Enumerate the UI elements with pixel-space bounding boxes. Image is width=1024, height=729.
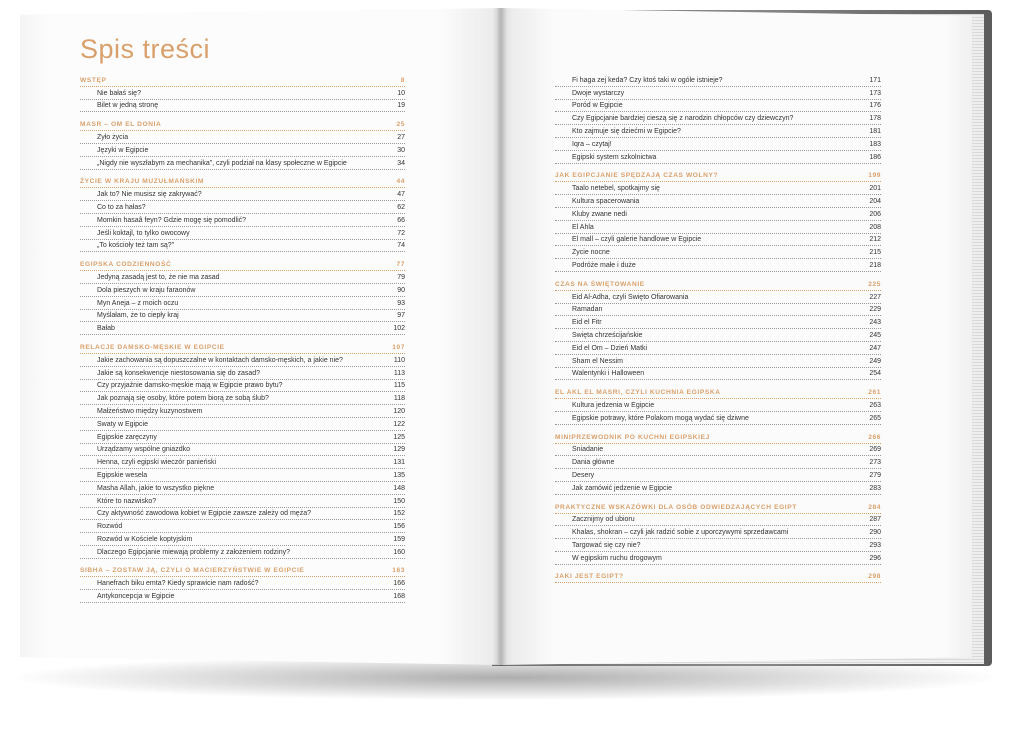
entry-title: Kluby zwane nedi [572,210,627,218]
chapter-title: MINIPRZEWODNIK PO KUCHNI EGIPSKIEJ [555,433,710,441]
entry-title: Khalas, shokran – czyli jak radzić sobie z uporczywymi sprzedawcami [572,529,789,537]
entry-page-number: 97 [397,312,405,320]
entry-page-number: 125 [393,433,405,441]
entry-title: Eid el Om – Dzień Matki [572,344,648,352]
toc-entry-row [555,342,881,355]
entry-title: Rozwód w Kościele koptyjskim [97,535,193,543]
toc-entry-row [555,514,881,527]
entry-title: Jak zamówić jedzenie w Egipcie [572,484,672,492]
entry-page-number: 186 [869,153,881,161]
toc-chapter-row [80,258,405,271]
entry-title: Śniadanie [572,446,604,454]
entry-page-number: 118 [393,395,405,403]
toc-section [555,278,881,380]
entry-page-number: 206 [869,210,881,218]
entry-page-number: 254 [869,370,881,378]
toc-section [80,565,405,603]
toc-entry-row [80,188,405,201]
entry-title: Egipskie potrawy, które Polakom mogą wydać się dziwne [572,414,749,422]
entry-title: Czy przyjaźnie damsko-męskie mają w Egipcie prawo bytu? [97,382,283,390]
toc-entry-row [80,405,405,418]
chapter-title: SIBHA – ZOSTAW JĄ, CZYLI O MACIERZYŃSTWIE W EGIPCIE [80,567,305,575]
toc-section [555,501,881,565]
chapter-page-number: 8 [400,76,405,84]
entry-title: Bałab [97,325,115,333]
entry-title: Dania główne [572,459,615,467]
entry-title: Taalo netebel, spotkajmy się [572,185,660,193]
entry-title: Myślałam, że to ciepły kraj [97,312,179,320]
chapter-title: JAKI JEST EGIPT? [555,573,624,581]
toc-left-column [80,74,405,609]
toc-entry-row [555,355,881,368]
toc-chapter-row [80,565,405,578]
entry-page-number: 227 [869,293,881,301]
entry-title: Henna, czyli egipski wieczór panieński [97,459,217,467]
entry-title: Masha Allah, jakie to wszystko piękne [97,484,215,492]
page-title: Spis treści [80,34,211,64]
chapter-title: JAK EGIPCJANIE SPĘDZAJĄ CZAS WOLNY? [555,172,719,180]
toc-section [555,74,881,164]
toc-entry-row [80,431,405,444]
entry-title: Kultura spacerowania [572,197,640,205]
chapter-page-number: 25 [396,121,405,129]
book-spine [493,8,507,666]
entry-page-number: 243 [869,319,881,327]
toc-entry-row [80,297,405,310]
entry-title: Jak poznają się osoby, które potem biorą ze sobą ślub? [97,395,269,403]
entry-title: El mall – czyli galerie handlowe w Egipcie [572,236,702,244]
chapter-title: WSTĘP [80,76,107,84]
entry-page-number: 93 [397,299,405,307]
entry-page-number: 173 [869,89,881,97]
toc-entry-row [80,284,405,297]
toc-entry-row [555,368,881,381]
toc-entry-row [80,131,405,144]
entry-title: Eid Al-Adha, czyli Święto Ofiarowania [572,293,689,301]
toc-entry-row [555,138,881,151]
toc-entry-row [80,456,405,469]
toc-entry-row [555,221,881,234]
toc-entry-row [555,195,881,208]
toc-entry-row [555,444,881,457]
entry-page-number: 131 [393,459,405,467]
entry-title: Zacznijmy od ubioru [572,516,635,524]
entry-title: Desery [572,471,595,479]
entry-page-number: 176 [869,102,881,110]
entry-title: „Nigdy nie wyszłabym za mechanika”, czyli podział na klasy społeczne w Egipcie [97,159,347,167]
chapter-title: EGIPSKA CODZIENNOŚĆ [80,261,172,269]
entry-page-number: 30 [397,146,405,154]
chapter-title: MASR – OM EL DONIA [80,121,162,129]
entry-title: Ramadan [572,306,603,314]
entry-title: Egipskie wesela [97,471,148,479]
toc-entry-row [555,482,881,495]
entry-title: Kto zajmuje się dziećmi w Egipcie? [572,127,681,135]
toc-entry-row [80,577,405,590]
entry-page-number: 283 [869,484,881,492]
toc-section [555,431,881,495]
chapter-page-number: 199 [868,172,881,180]
toc-entry-row [80,469,405,482]
toc-entry-row [80,495,405,508]
entry-page-number: 201 [869,185,881,193]
entry-page-number: 156 [393,523,405,531]
toc-entry-row [80,310,405,323]
entry-title: Co to za hałas? [97,203,146,211]
entry-page-number: 215 [869,249,881,257]
toc-entry-row [555,234,881,247]
toc-section [555,571,881,584]
entry-page-number: 183 [869,140,881,148]
toc-section [80,74,405,112]
chapter-page-number: 261 [868,389,881,397]
toc-entry-row [555,208,881,221]
entry-title: Targować się czy nie? [572,541,641,549]
toc-entry-row [80,444,405,457]
entry-page-number: 229 [869,306,881,314]
chapter-title: ŻYCIE W KRAJU MUZUŁMAŃSKIM [80,178,205,186]
entry-title: Jakie są konsekwencje niestosowania się do zasad? [97,369,261,377]
toc-section [80,341,405,559]
entry-page-number: 47 [397,191,405,199]
entry-page-number: 269 [869,446,881,454]
chapter-page-number: 298 [868,573,881,581]
entry-title: Hanefrach biku emta? Kiedy sprawicie nam radość? [97,580,259,588]
entry-title: Czy Egipcjanie bardziej cieszą się z narodzin chłopców czy dziewczyn? [572,115,794,123]
toc-entry-row [555,112,881,125]
entry-title: Iqra – czytaj! [572,140,612,148]
toc-entry-row [80,240,405,253]
entry-title: Rozwód [97,523,123,531]
entry-title: Żyło życia [97,133,129,141]
entry-page-number: 247 [869,344,881,352]
entry-title: El Ahla [572,223,594,231]
chapter-page-number: 44 [396,178,405,186]
toc-entry-row [555,456,881,469]
entry-page-number: 79 [397,273,405,281]
toc-entry-row [555,552,881,565]
toc-entry-row [555,539,881,552]
toc-chapter-row [555,386,881,399]
entry-page-number: 159 [393,535,405,543]
entry-title: Poród w Egipcie [572,102,623,110]
toc-entry-row [80,87,405,100]
toc-entry-row [555,291,881,304]
chapter-page-number: 107 [392,343,405,351]
toc-entry-row [555,151,881,164]
entry-page-number: 160 [393,548,405,556]
entry-page-number: 122 [393,420,405,428]
entry-page-number: 290 [869,529,881,537]
entry-page-number: 287 [869,516,881,524]
entry-title: Jeśli koktajl, to tylko owocowy [97,229,190,237]
entry-title: Języki w Egipcie [97,146,149,154]
entry-page-number: 279 [869,471,881,479]
toc-entry-row [80,533,405,546]
entry-page-number: 62 [397,203,405,211]
toc-entry-row [80,367,405,380]
entry-title: Jedyną zasadą jest to, że nie ma zasad [97,273,220,281]
entry-title: Dola pieszych w kraju faraonów [97,286,196,294]
entry-title: Jak to? Nie musisz się zakrywać? [97,191,202,199]
toc-entry-row [80,322,405,335]
toc-entry-row [80,144,405,157]
entry-title: Swaty w Egipcie [97,420,148,428]
entry-page-number: 296 [869,554,881,562]
entry-page-number: 212 [869,236,881,244]
toc-chapter-row [80,176,405,189]
toc-right-column [555,74,881,589]
entry-page-number: 263 [869,401,881,409]
toc-chapter-row [80,118,405,131]
toc-entry-row [80,392,405,405]
chapter-page-number: 77 [396,261,405,269]
toc-entry-row [555,316,881,329]
entry-title: Święta chrześcijańskie [572,331,643,339]
toc-entry-row [80,418,405,431]
entry-page-number: 129 [393,446,405,454]
toc-entry-row [555,304,881,317]
entry-page-number: 34 [397,159,405,167]
toc-chapter-row [555,501,881,514]
toc-entry-row [555,399,881,412]
toc-entry-row [80,520,405,533]
chapter-page-number: 284 [868,503,881,511]
entry-page-number: 181 [869,127,881,135]
entry-page-number: 74 [397,242,405,250]
chapter-page-number: 266 [868,433,881,441]
entry-page-number: 135 [393,471,405,479]
toc-section [80,176,405,253]
entry-page-number: 293 [869,541,881,549]
entry-title: Małżeństwo między kuzynostwem [97,407,203,415]
toc-entry-row [555,329,881,342]
entry-page-number: 66 [397,216,405,224]
entry-page-number: 208 [869,223,881,231]
toc-entry-row [555,526,881,539]
entry-title: Podróże małe i duże [572,261,636,269]
entry-page-number: 265 [869,414,881,422]
toc-entry-row [555,469,881,482]
chapter-title: CZAS NA ŚWIĘTOWANIE [555,280,645,288]
entry-title: Dlaczego Egipcjanie miewają problemy z założeniem rodziny? [97,548,290,556]
toc-chapter-row [80,341,405,354]
entry-title: Czy aktywność zawodowa kobiet w Egipcie zawsze zależy od męża? [97,510,311,518]
entry-page-number: 245 [869,331,881,339]
toc-entry-row [80,214,405,227]
entry-title: Sham el Nessim [572,357,623,365]
entry-page-number: 171 [869,76,881,84]
entry-title: „To kościoły też tam są?” [97,242,175,250]
entry-title: Egipskie zaręczyny [97,433,157,441]
toc-entry-row [80,100,405,113]
entry-title: Antykoncepcja w Egipcie [97,593,175,601]
entry-title: Nie bałaś się? [97,89,141,97]
toc-entry-row [555,412,881,425]
entry-page-number: 19 [397,102,405,110]
entry-title: W egipskim ruchu drogowym [572,554,662,562]
entry-title: Urządzamy wspólne gniazdko [97,446,190,454]
entry-title: Fi haga zej keda? Czy ktoś taki w ogóle istnieje? [572,76,723,84]
entry-title: Walentynki i Halloween [572,370,645,378]
toc-entry-row [80,354,405,367]
toc-entry-row [555,259,881,272]
chapter-title: EL AKL EL MASRI, CZYLI KUCHNIA EGIPSKA [555,389,721,397]
entry-title: Dwoje wystarczy [572,89,625,97]
entry-page-number: 115 [393,382,405,390]
entry-page-number: 218 [869,261,881,269]
toc-chapter-row [555,571,881,584]
entry-title: Życie nocne [572,249,610,257]
toc-entry-row [555,182,881,195]
entry-page-number: 90 [397,286,405,294]
toc-section [555,170,881,272]
toc-entry-row [80,157,405,170]
toc-chapter-row [555,170,881,183]
toc-entry-row [555,246,881,259]
entry-title: Które to nazwisko? [97,497,157,505]
entry-title: Jakie zachowania są dopuszczalne w kontaktach damsko-męskich, a jakie nie? [97,356,343,364]
chapter-title: RELACJE DAMSKO-MĘSKIE W EGIPCIE [80,343,225,351]
entry-page-number: 178 [869,115,881,123]
entry-page-number: 249 [869,357,881,365]
toc-entry-row [80,227,405,240]
toc-entry-row [555,125,881,138]
toc-entry-row [80,508,405,521]
entry-page-number: 72 [397,229,405,237]
entry-title: Momkin hasaâ feyn? Gdzie mogę się pomodlić? [97,216,247,224]
entry-page-number: 166 [393,580,405,588]
toc-entry-row [80,546,405,559]
chapter-page-number: 225 [868,280,881,288]
toc-chapter-row [80,74,405,87]
entry-page-number: 150 [393,497,405,505]
entry-title: Eid el Fitr [572,319,602,327]
entry-page-number: 148 [393,484,405,492]
entry-page-number: 152 [393,510,405,518]
chapter-page-number: 163 [392,567,405,575]
toc-section [80,118,405,169]
entry-title: Bilet w jedną stronę [97,102,159,110]
toc-section [80,258,405,335]
toc-entry-row [80,482,405,495]
toc-entry-row [555,74,881,87]
chapter-title: PRAKTYCZNE WSKAZÓWKI DLA OSÓB ODWIEDZAJĄCYCH EGIPT [555,503,797,511]
entry-title: Kultura jedzenia w Egipcie [572,401,655,409]
toc-entry-row [80,201,405,214]
toc-entry-row [80,380,405,393]
entry-page-number: 273 [869,459,881,467]
entry-page-number: 102 [393,325,405,333]
toc-section [555,386,881,424]
entry-page-number: 168 [393,593,405,601]
entry-title: Myn Aneja – z moich oczu [97,299,179,307]
toc-entry-row [80,590,405,603]
toc-entry-row [80,271,405,284]
toc-entry-row [555,100,881,113]
toc-entry-row [555,87,881,100]
entry-page-number: 10 [397,89,405,97]
entry-title: Egipski system szkolnictwa [572,153,657,161]
toc-chapter-row [555,431,881,444]
entry-page-number: 113 [393,369,405,377]
entry-page-number: 110 [393,356,405,364]
entry-page-number: 120 [393,407,405,415]
toc-chapter-row [555,278,881,291]
entry-page-number: 27 [397,133,405,141]
entry-page-number: 204 [869,197,881,205]
